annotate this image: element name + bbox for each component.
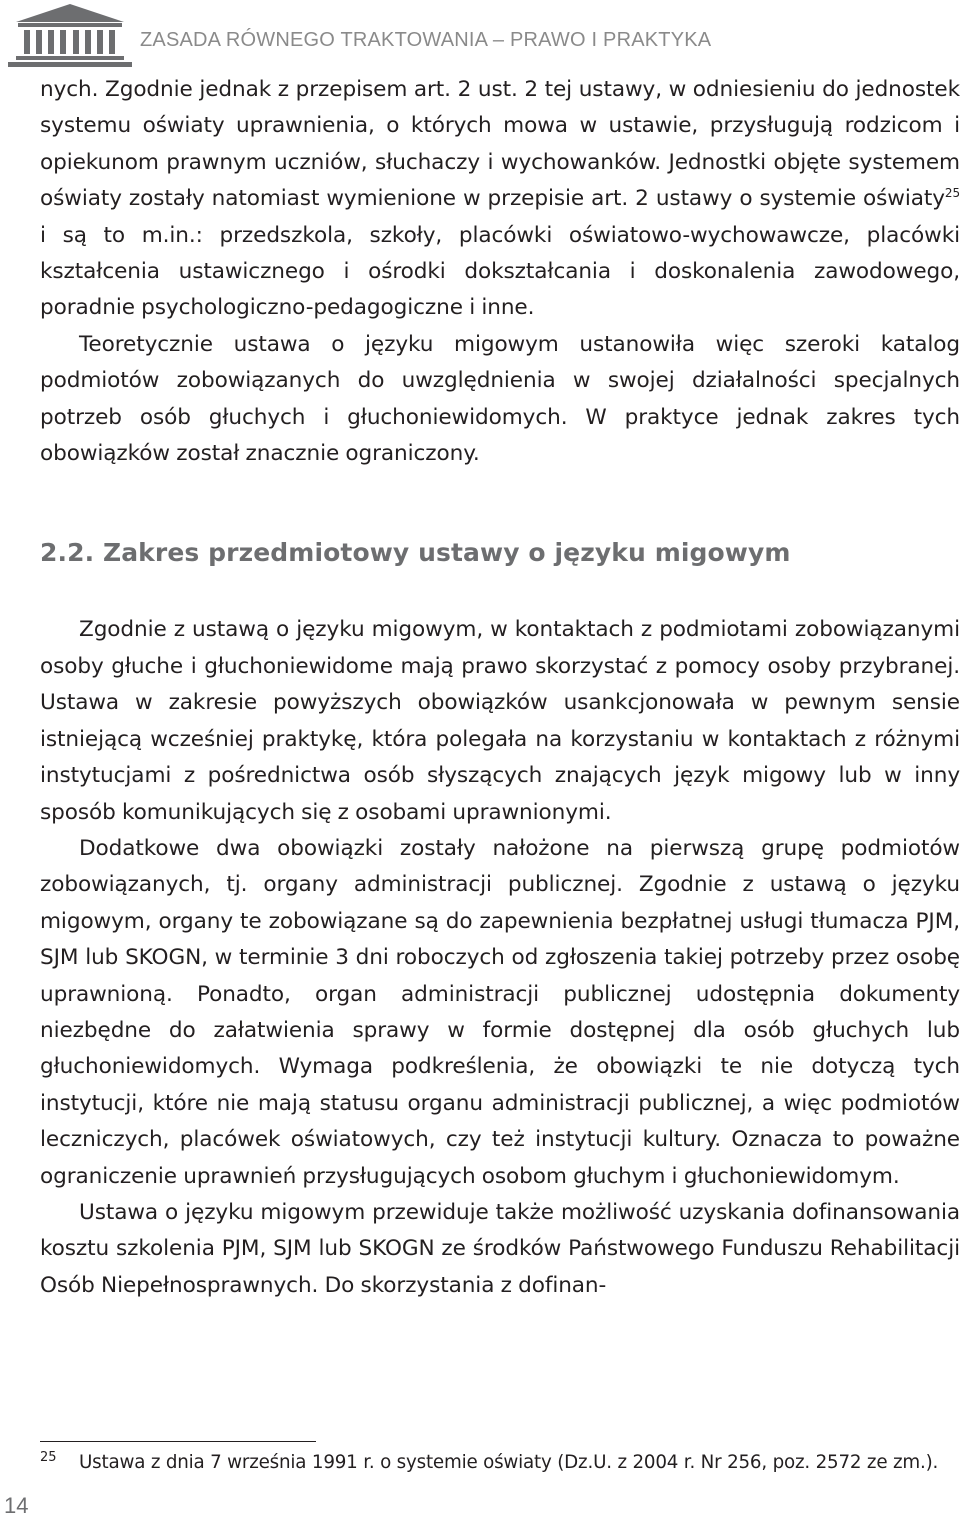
paragraph — [40, 72, 960, 327]
paragraph-text: nych. Zgodnie jednak z przepisem art. 2 ust. 2 tej ustawy, w odniesieniu do jednostek systemu oświaty uprawnienia, o których mowa w ustawie, przysługują rodzicom i opiekunom prawnym uczniów, słuchaczy i wychowanków. Jednostki objęte systemem oświaty zostały natomiast wymienione w przepisie art. 2 ustawy o systemie oświaty — [40, 77, 960, 212]
section-heading: 2.2. Zakres przedmiotowy ustawy o języku migowym — [40, 538, 791, 568]
body-text — [40, 72, 960, 1304]
page-number: 14 — [4, 1493, 29, 1518]
footnote-divider — [40, 1441, 316, 1442]
paragraph: Teoretycznie ustawa o języku migowym ustanowiła więc szeroki katalog podmiotów zobowiązanych do uwzględnienia w swojej działalności specjalnych potrzeb osób głuchych i głuchoniewidomych. W praktyce jednak zakres tych obowiązków został znacznie ograniczony. — [40, 331, 960, 467]
paragraph: Dodatkowe dwa obowiązki zostały nałożone na pierwszą grupę podmiotów zobowiązanych, tj. organy administracji publicznej. Zgodnie z ustawą o języku migowym, organy te zobowiązane są do zapewnienia bezpłatnej usługi tłumacza PJM, SJM lub SKOGN, w terminie 3 dni roboczych od zgłoszenia takiej potrzeby przez osobę uprawnioną. Ponadto, organ administracji publicznej udostępnia dokumenty niezbędne do załatwienia sprawy w formie dostępnej dla osób głuchych lub głuchoniewidomych. Wymaga podkreślenia, że obowiązki te nie dotyczą tych instytucji, które nie mają statusu organu administracji publicznej, a więc podmiotów leczniczych, placówek oświatowych, czy też instytucji kultury. Oznacza to poważne ograniczenie uprawnień przysługujących osobom głuchym i głuchoniewidomym. — [40, 835, 960, 1189]
paragraph: Ustawa o języku migowym przewiduje także możliwość uzyskania dofinansowania kosztu szkolenia PJM, SJM lub SKOGN ze środków Państwowego Funduszu Rehabilitacji Osób Niepełnosprawnych. Do skorzystania z dofinan- — [40, 1199, 960, 1298]
running-title: ZASADA RÓWNEGO TRAKTOWANIA – PRAWO I PRAKTYKA — [140, 29, 712, 51]
footnote-text: Ustawa z dnia 7 września 1991 r. o systemie oświaty (Dz.U. z 2004 r. Nr 256, poz. 2572 ze zm.). — [79, 1452, 939, 1473]
footnote-number: 25 — [40, 1450, 57, 1465]
footnote-reference: 25 — [944, 186, 960, 201]
paragraph-text: i są to m.in.: przedszkola, szkoły, placówki oświatowo-wychowawcze, placówki kształcenia ustawicznego i ośrodki dokształcania i doskonalenia zawodowego, poradnie psychologiczno-pedagogiczne i inne. — [40, 222, 960, 321]
footnote — [40, 1452, 960, 1482]
building-columns-logo — [6, 2, 134, 68]
paragraph: Zgodnie z ustawą o języku migowym, w kontaktach z podmiotami zobowiązanymi osoby głuche i głuchoniewidome mają prawo skorzystać z pomocy osoby przybranej. Ustawa w zakresie powyższych obowiązków usankcjonowała w pewnym sensie istniejącą wcześniej praktykę, która polegała na korzystaniu w kontaktach z różnymi instytucjami z pośrednictwa osób słyszących znających język migowy lub w inny sposób komunikujących się z osobami uprawnionymi. — [40, 617, 960, 825]
page-header — [0, 0, 960, 70]
